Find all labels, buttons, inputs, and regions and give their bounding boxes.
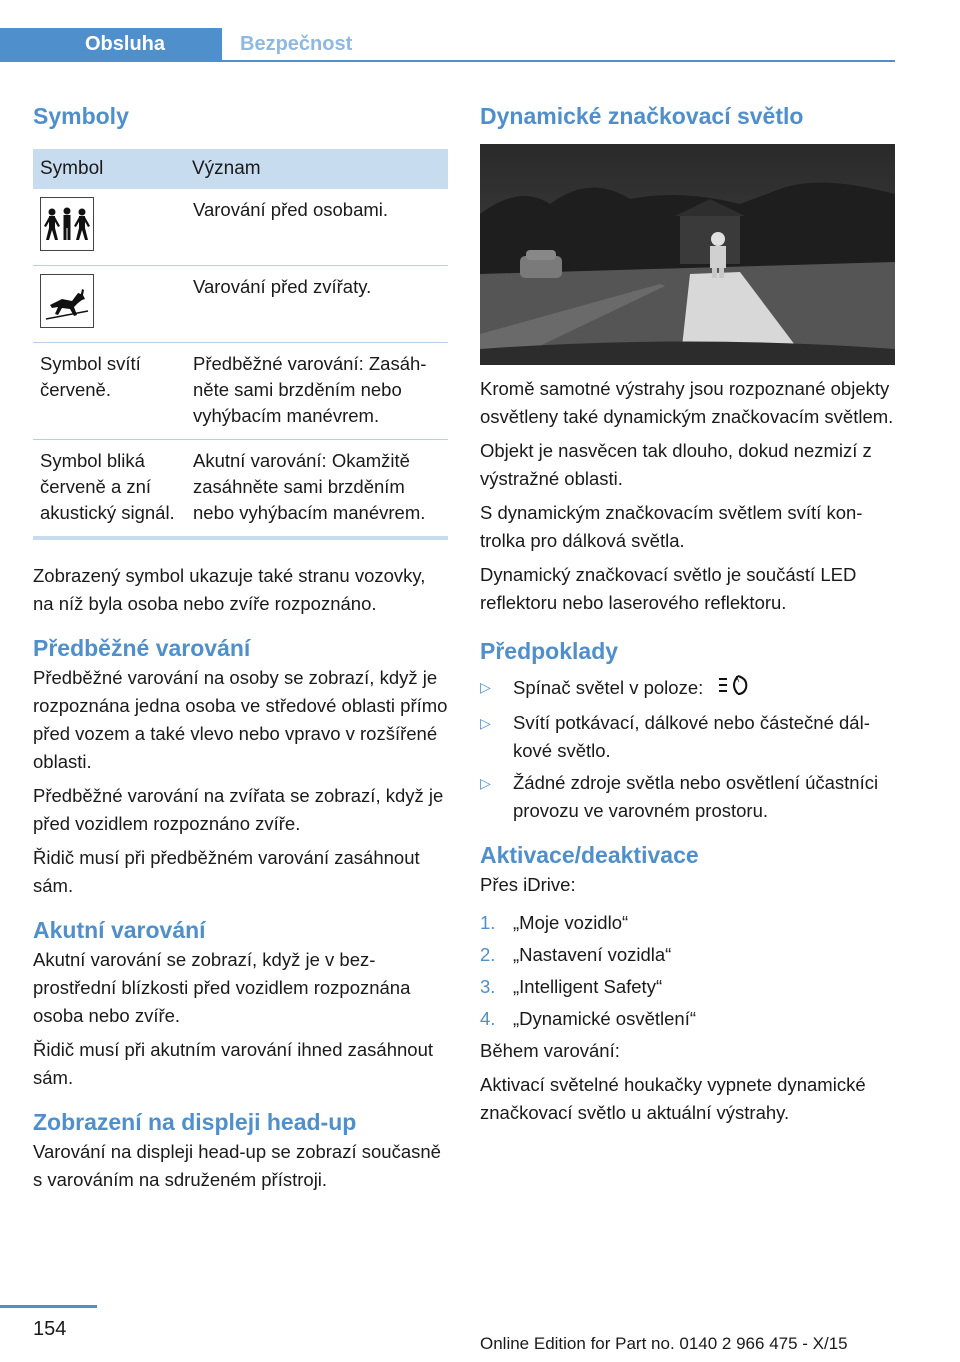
table-row [33, 266, 448, 343]
night-road-image [480, 144, 895, 365]
svg-text:A: A [734, 675, 740, 684]
paragraph-acute-1: Akutní varování se zobrazí, když je v bezprostřední blízkosti před vozidlem rozpoznána osoba nebo zvíře. [33, 949, 411, 1026]
step-number: 2. [480, 944, 496, 965]
list-item [480, 673, 896, 705]
table-cell-symbol: Symbol bliká červeně a zní akustický signál. [33, 440, 186, 539]
page-number: 154 [33, 1318, 67, 1340]
heading-prewarning: Předběžné varování [33, 635, 251, 661]
paragraph-hud: Varování na displeji head-up se zobrazí současně s varováním na sdruženém přístroji. [33, 1141, 441, 1190]
paragraph-symbol-side: Zobrazený symbol ukazuje také stranu vozovky, na níž byla osoba nebo zvíře rozpoznáno. [33, 565, 426, 614]
table-cell-meaning: Varování před zvířaty. [186, 266, 448, 343]
table-header-symbol: Symbol [33, 149, 186, 189]
list-item [480, 1005, 896, 1033]
table-cell-meaning: Varování před osobami. [186, 189, 448, 266]
step-text: „Moje vozidlo“ [513, 912, 629, 933]
list-item-text: Žádné zdroje světla nebo osvětlení účastníci provozu ve varovném prostoru. [513, 772, 879, 821]
pedestrians-warning-icon [40, 197, 94, 251]
list-item-text: Svítí potkávací, dálkové nebo částečné dálkové světlo. [513, 712, 870, 761]
step-text: „Nastavení vozidla“ [513, 944, 672, 965]
paragraph-during-warning: Během varování: [480, 1040, 620, 1061]
paragraph-during-warning-text: Aktivací světelné houkačky vypnete dynamické značkovací světlo u aktuální výstrahy. [480, 1074, 866, 1123]
tab-bezpecnost[interactable]: Bezpečnost [240, 33, 353, 55]
paragraph-prewarning-3: Řidič musí při předběžném varování zasáhnout sám. [33, 847, 420, 896]
list-item [480, 909, 896, 937]
list-item [480, 709, 896, 765]
paragraph-dynamic-2: Objekt je nasvěcen tak dlouho, dokud nezmizí z výstražné oblasti. [480, 440, 872, 489]
triangle-bullet-icon: ▷ [480, 715, 491, 731]
paragraph-dynamic-4: Dynamický značkovací světlo je součástí LED reflektoru nebo laserového reflektoru. [480, 564, 857, 613]
step-number: 4. [480, 1008, 496, 1029]
table-cell-symbol: Symbol svítí červeně. [33, 343, 186, 440]
step-text: „Dynamické osvětlení“ [513, 1008, 697, 1029]
step-text: „Intelligent Safety“ [513, 976, 663, 997]
tab-obsluha[interactable]: Obsluha [0, 28, 222, 60]
steps-list [480, 909, 896, 1033]
list-item [480, 941, 896, 969]
symbols-table [33, 149, 448, 540]
footer-accent-line [0, 1305, 97, 1308]
table-header-meaning: Význam [186, 149, 448, 189]
header-tabs [0, 28, 895, 62]
paragraph-via-idrive: Přes iDrive: [480, 874, 576, 895]
table-row [33, 189, 448, 266]
auto-headlight-icon [716, 673, 750, 705]
list-item-text: Spínač světel v poloze: [513, 676, 704, 698]
footer-edition: Online Edition for Part no. 0140 2 966 475 - X/15 [480, 1334, 848, 1353]
animal-warning-icon [40, 274, 94, 328]
left-column [33, 100, 448, 1194]
step-number: 1. [480, 912, 496, 933]
paragraph-dynamic-3: S dynamickým značkovacím světlem svítí kontrolka pro dálková světla. [480, 502, 863, 551]
paragraph-dynamic-1: Kromě samotné výstrahy jsou rozpoznané objekty osvětleny také dynamickým značkovacím světlem. [480, 378, 894, 427]
paragraph-acute-2: Řidič musí při akutním varování ihned zasáhnout sám. [33, 1039, 434, 1088]
paragraph-prewarning-2: Předběžné varování na zvířata se zobrazí, když je před vozidlem rozpoznáno zvíře. [33, 785, 444, 834]
prerequisites-list [480, 673, 896, 825]
heading-symbols: Symboly [33, 103, 129, 129]
heading-hud: Zobrazení na displeji head-up [33, 1109, 357, 1135]
triangle-bullet-icon: ▷ [480, 679, 491, 695]
heading-prerequisites: Předpoklady [480, 638, 619, 664]
table-cell-meaning: Akutní varování: Okamžitě zasáhněte sami brzděním nebo vyhýbacím manévrem. [186, 440, 448, 539]
table-row [33, 440, 448, 539]
heading-acute: Akutní varování [33, 917, 206, 943]
table-row [33, 343, 448, 440]
list-item [480, 973, 896, 1001]
step-number: 3. [480, 976, 496, 997]
heading-activation: Aktivace/deaktivace [480, 842, 699, 868]
paragraph-prewarning-1: Předběžné varování na osoby se zobrazí, když je rozpoznána jedna osoba ve středové oblasti přímo před vozem a také vlevo nebo vpravo v rozšířené oblasti. [33, 667, 448, 772]
triangle-bullet-icon: ▷ [480, 775, 491, 791]
tab-underline [0, 60, 895, 62]
list-item [480, 769, 896, 825]
table-cell-meaning: Předběžné varování: Zasáhněte sami brzděním nebo vyhýbacím manévrem. [186, 343, 448, 440]
heading-dynamic-light: Dynamické značkovací světlo [480, 103, 804, 129]
right-column [480, 100, 896, 1127]
